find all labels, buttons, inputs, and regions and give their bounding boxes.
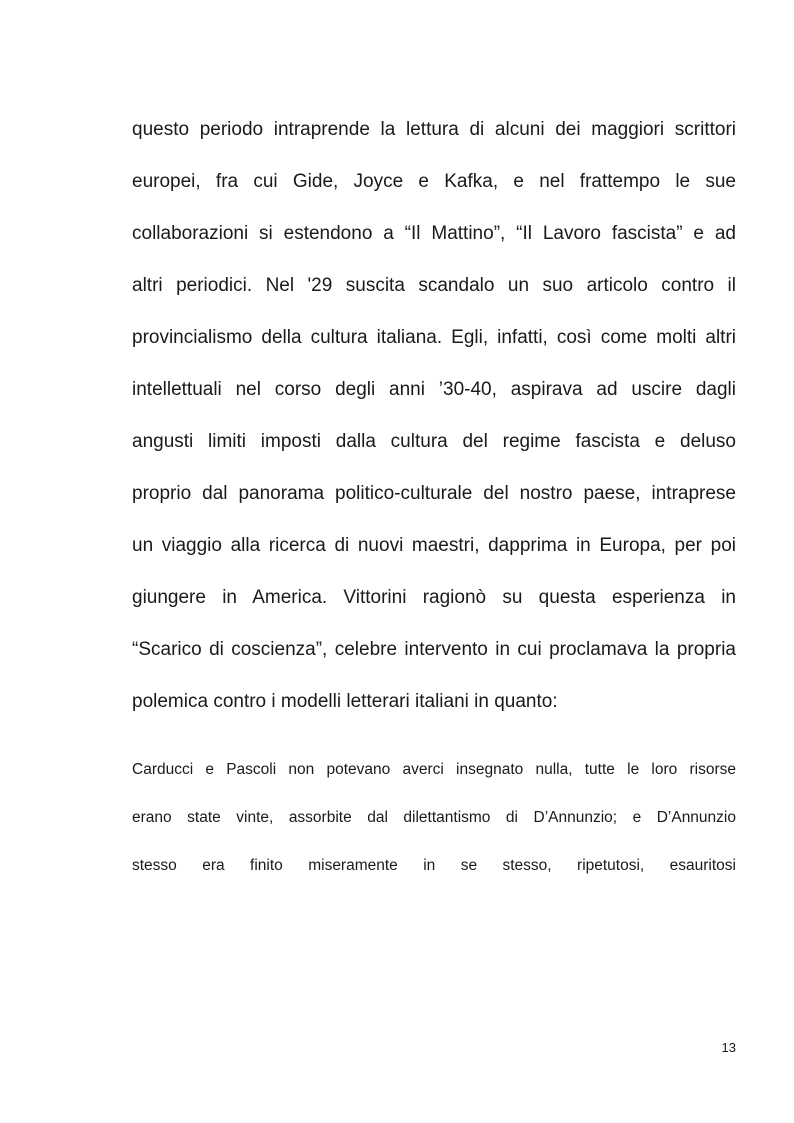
body-line: intellettuali nel corso degli anni ’30-40, aspirava ad uscire dagli — [132, 379, 736, 400]
body-line: questo periodo intraprende la lettura di alcuni dei maggiori scrittori — [132, 119, 736, 140]
body-line: europei, fra cui Gide, Joyce e Kafka, e nel frattempo le sue — [132, 171, 736, 192]
body-line: polemica contro i modelli letterari italiani in quanto: — [132, 691, 558, 712]
body-line: altri periodici. Nel '29 suscita scandalo un suo articolo contro il — [132, 275, 736, 296]
body-line: angusti limiti imposti dalla cultura del regime fascista e deluso — [132, 431, 736, 452]
body-line: un viaggio alla ricerca di nuovi maestri, dapprima in Europa, per poi — [132, 535, 736, 556]
block-quote — [132, 746, 736, 890]
quote-line: stesso era finito miseramente in se stesso, ripetutosi, esauritosi — [132, 857, 736, 874]
body-line: proprio dal panorama politico-culturale del nostro paese, intraprese — [132, 483, 736, 504]
quote-line: erano state vinte, assorbite dal dilettantismo di D’Annunzio; e D’Annunzio — [132, 809, 736, 826]
body-line: collaborazioni si estendono a “Il Mattino”, “Il Lavoro fascista” e ad — [132, 223, 736, 244]
body-line: provincialismo della cultura italiana. Egli, infatti, così come molti altri — [132, 327, 736, 348]
page-number: 13 — [721, 1040, 736, 1055]
body-paragraph — [132, 104, 736, 728]
body-line: giungere in America. Vittorini ragionò su questa esperienza in — [132, 587, 736, 608]
quote-line: Carducci e Pascoli non potevano averci insegnato nulla, tutte le loro risorse — [132, 761, 736, 778]
body-line: “Scarico di coscienza”, celebre intervento in cui proclamava la propria — [132, 639, 736, 660]
